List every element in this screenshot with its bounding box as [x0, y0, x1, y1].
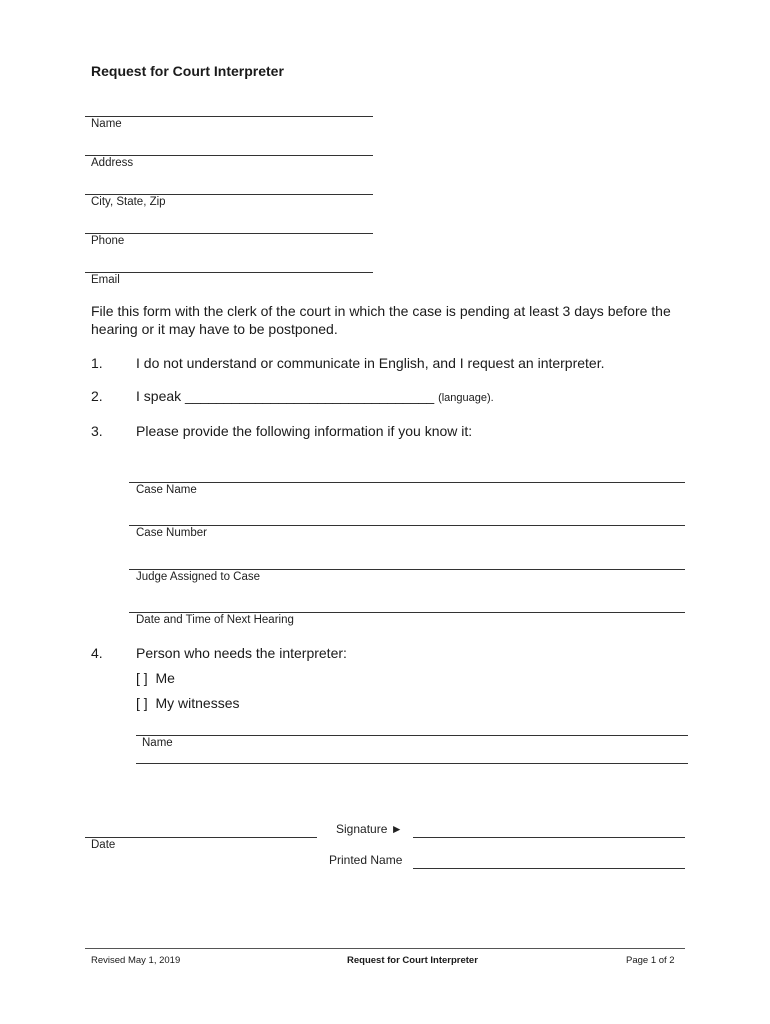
name-label: Name — [91, 118, 122, 130]
item-2-prefix: I speak — [136, 388, 182, 404]
case-name-label: Case Name — [136, 484, 197, 496]
checkbox-me[interactable] — [136, 670, 175, 686]
footer-title: Request for Court Interpreter — [347, 955, 478, 966]
date-label: Date — [91, 839, 116, 851]
printed-name-line[interactable] — [413, 868, 685, 869]
item-1-number: 1. — [91, 355, 103, 371]
city-state-zip-line[interactable] — [85, 194, 373, 195]
date-line[interactable] — [85, 837, 317, 838]
case-name-line[interactable] — [129, 482, 685, 483]
intro-paragraph: File this form with the clerk of the court in which the case is pending at least 3 days before the hearing or it may have to be postponed. — [91, 303, 671, 337]
case-number-label: Case Number — [136, 527, 207, 539]
checkbox-me-label: Me — [155, 670, 175, 686]
footer-page-number: Page 1 of 2 — [626, 955, 675, 966]
address-line[interactable] — [85, 155, 373, 156]
item-4-text: Person who needs the interpreter: — [136, 645, 347, 661]
phone-line[interactable] — [85, 233, 373, 234]
language-blank[interactable]: ________________________________ — [185, 388, 435, 404]
city-state-zip-label: City, State, Zip — [91, 196, 166, 208]
email-label: Email — [91, 274, 120, 286]
checkbox-witnesses[interactable] — [136, 695, 239, 711]
item-2-text — [136, 388, 494, 404]
language-suffix: (language). — [438, 392, 494, 404]
printed-name-label: Printed Name — [329, 853, 403, 867]
checkbox-me-box[interactable]: [ ] — [136, 670, 148, 686]
item-4-number: 4. — [91, 645, 103, 661]
item-1-text: I do not understand or communicate in English, and I request an interpreter. — [136, 355, 605, 371]
judge-label: Judge Assigned to Case — [136, 571, 261, 583]
witness-name-line[interactable] — [136, 763, 688, 764]
checkbox-witnesses-label: My witnesses — [155, 695, 240, 711]
next-hearing-label: Date and Time of Next Hearing — [136, 614, 294, 626]
address-label: Address — [91, 157, 134, 169]
witness-name-label: Name — [142, 737, 173, 749]
name-line[interactable] — [85, 116, 373, 117]
footer-rule — [85, 948, 685, 949]
phone-label: Phone — [91, 235, 125, 247]
signature-line[interactable] — [413, 837, 685, 838]
case-number-line[interactable] — [129, 525, 685, 526]
item-2-number: 2. — [91, 388, 103, 404]
page-title: Request for Court Interpreter — [91, 63, 284, 79]
email-line[interactable] — [85, 272, 373, 273]
witness-name-top-line — [136, 735, 688, 736]
footer-revised: Revised May 1, 2019 — [91, 955, 181, 966]
judge-line[interactable] — [129, 569, 685, 570]
checkbox-witnesses-box[interactable]: [ ] — [136, 695, 148, 711]
signature-label: Signature ► — [336, 822, 403, 836]
next-hearing-line[interactable] — [129, 612, 685, 613]
item-3-number: 3. — [91, 423, 103, 439]
item-3-text: Please provide the following information if you know it: — [136, 423, 473, 439]
